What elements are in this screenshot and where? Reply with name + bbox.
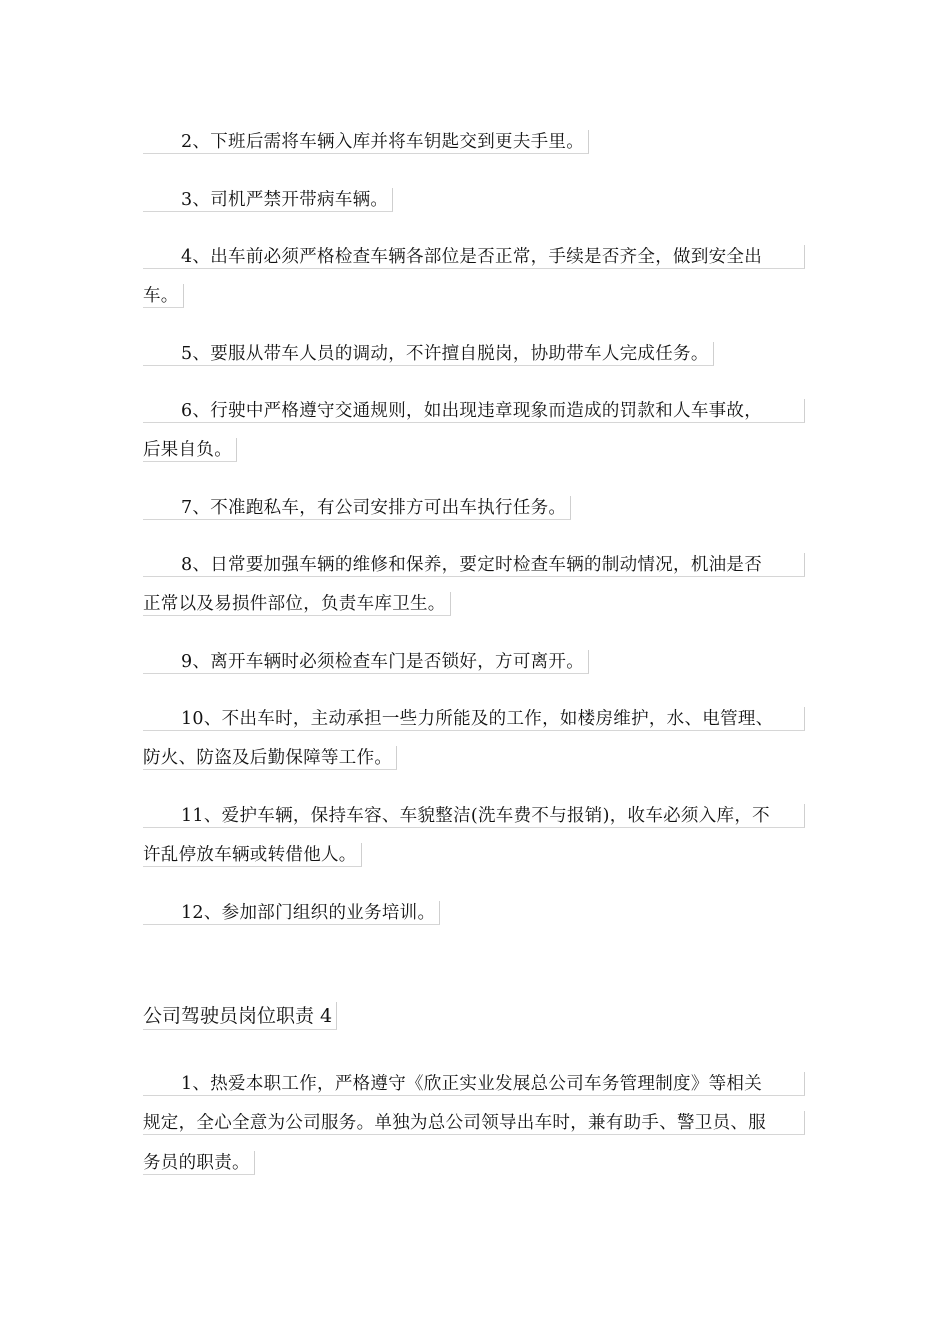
list-item-line: 7、不准跑私车，有公司安排方可出车执行任务。 [143, 496, 571, 520]
list-item-line: 8、日常要加强车辆的维修和保养，要定时检查车辆的制动情况，机油是否 [143, 553, 805, 577]
list-item-line: 11、爱护车辆，保持车容、车貌整洁(洗车费不与报销)，收车必须入库，不 [143, 804, 805, 828]
list-item-line: 后果自负。 [143, 438, 237, 462]
list-item-line: 10、不出车时，主动承担一些力所能及的工作，如楼房维护，水、电管理、 [143, 707, 805, 731]
section-heading: 公司驾驶员岗位职责 4 [143, 1002, 337, 1030]
list-item-line: 车。 [143, 284, 184, 308]
list-item-line: 6、行驶中严格遵守交通规则，如出现违章现象而造成的罚款和人车事故， [143, 399, 805, 423]
list-item-line: 正常以及易损件部位，负责车库卫生。 [143, 592, 451, 616]
list-item-line: 防火、防盗及后勤保障等工作。 [143, 746, 397, 770]
list-item-line: 务员的职责。 [143, 1151, 255, 1175]
list-item-line: 9、离开车辆时必须检查车门是否锁好，方可离开。 [143, 650, 589, 674]
list-item-line: 2、下班后需将车辆入库并将车钥匙交到更夫手里。 [143, 130, 589, 154]
list-item-line: 1、热爱本职工作，严格遵守《欣正实业发展总公司车务管理制度》等相关 [143, 1072, 805, 1096]
list-item-line: 4、出车前必须严格检查车辆各部位是否正常，手续是否齐全，做到安全出 [143, 245, 805, 269]
list-item-line: 5、要服从带车人员的调动，不许擅自脱岗，协助带车人完成任务。 [143, 342, 714, 366]
list-item-line: 12、参加部门组织的业务培训。 [143, 901, 440, 925]
list-item-line: 3、司机严禁开带病车辆。 [143, 188, 393, 212]
list-item-line: 规定，全心全意为公司服务。单独为总公司领导出车时，兼有助手、警卫员、服 [143, 1111, 805, 1135]
list-item-line: 许乱停放车辆或转借他人。 [143, 843, 362, 867]
